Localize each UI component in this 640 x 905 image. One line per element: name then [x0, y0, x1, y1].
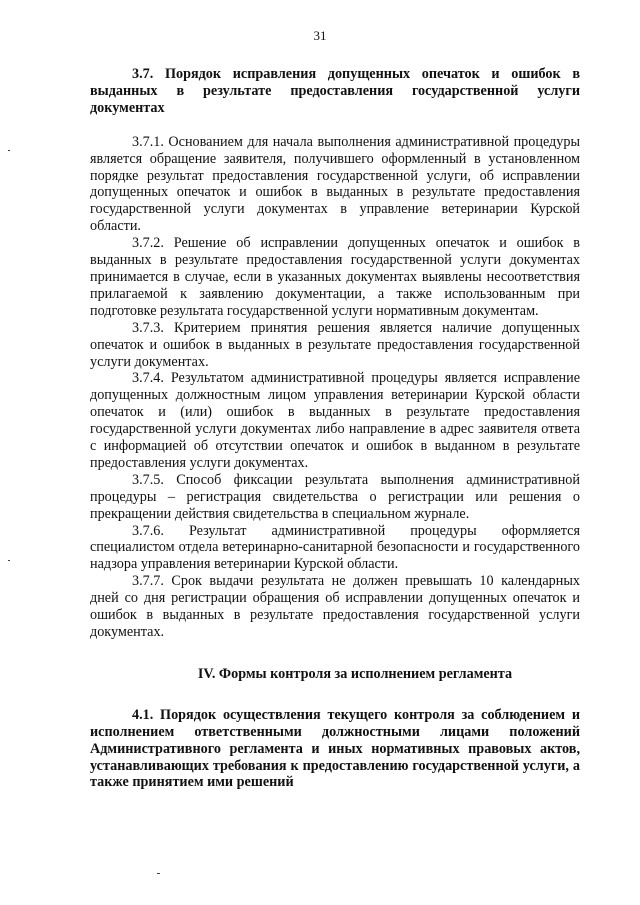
- paragraph-3-7-5: 3.7.5. Способ фиксации результата выполнения административной процедуры – регистрация свидетельства о регистрации или решения о прекращении действия свидетельства в специальном журнале.: [90, 471, 580, 522]
- paragraph-3-7-6: 3.7.6. Результат административной процедуры оформляется специалистом отдела ветеринарно-санитарной безопасности и государственного надзора управления ветеринарии Курской области.: [90, 522, 580, 573]
- spacer: [90, 117, 580, 134]
- page-number: 31: [313, 28, 327, 43]
- paragraph-3-7-4: 3.7.4. Результатом административной процедуры является исправление допущенных должностным лицом управления ветеринарии Курской области опечаток и (или) ошибок в выданных в результате предоставления государственной услуги документах либо направление в адрес заявителя ответа с информацией об отсутствии опечаток и ошибок в выданном в результате предоставления услуги документах.: [90, 370, 580, 471]
- spacer: [90, 641, 580, 666]
- document-body: [90, 66, 580, 791]
- scan-mark: [8, 150, 10, 151]
- paragraph-3-7-3: 3.7.3. Критерием принятия решения является наличие допущенных опечаток и ошибок в выданных в результате предоставления государственной услуги документах.: [90, 319, 580, 370]
- scan-mark: [8, 560, 10, 561]
- section-iv-title: IV. Формы контроля за исполнением регламента: [197, 665, 513, 682]
- scan-mark: [157, 873, 160, 874]
- section-3-7-heading: 3.7. Порядок исправления допущенных опечаток и ошибок в выданных в результате предоставления государственной услуги документах: [90, 66, 580, 116]
- spacer: [90, 683, 580, 707]
- section-4-1-heading: 4.1. Порядок осуществления текущего контроля за соблюдением и исполнением ответственными должностными лицами положений Административного регламента и иных нормативных правовых актов, устанавливающих требования к предоставлению государственной услуги, а также принятием ими решений: [90, 706, 580, 791]
- paragraph-3-7-7: 3.7.7. Срок выдачи результата не должен превышать 10 календарных дней со дня регистрации обращения об исправлении допущенных опечаток и ошибок в выданных в результате предоставления государственной услуги документах.: [90, 573, 580, 640]
- paragraph-3-7-1: 3.7.1. Основанием для начала выполнения административной процедуры является обращение заявителя, получившего оформленный в установленном порядке результат предоставления государственной услуги, об исправлении допущенных опечаток и ошибок в выданных в результате предоставления государственной услуги документах в управление ветеринарии Курской области.: [90, 133, 580, 235]
- paragraph-3-7-2: 3.7.2. Решение об исправлении допущенных опечаток и ошибок в выданных в результате предоставления государственной услуги документах принимается в случае, если в указанных документах выявлены несоответствия прилагаемой к заявлению документации, а также использованным при подготовке результата государственной услуги нормативным документам.: [90, 235, 580, 319]
